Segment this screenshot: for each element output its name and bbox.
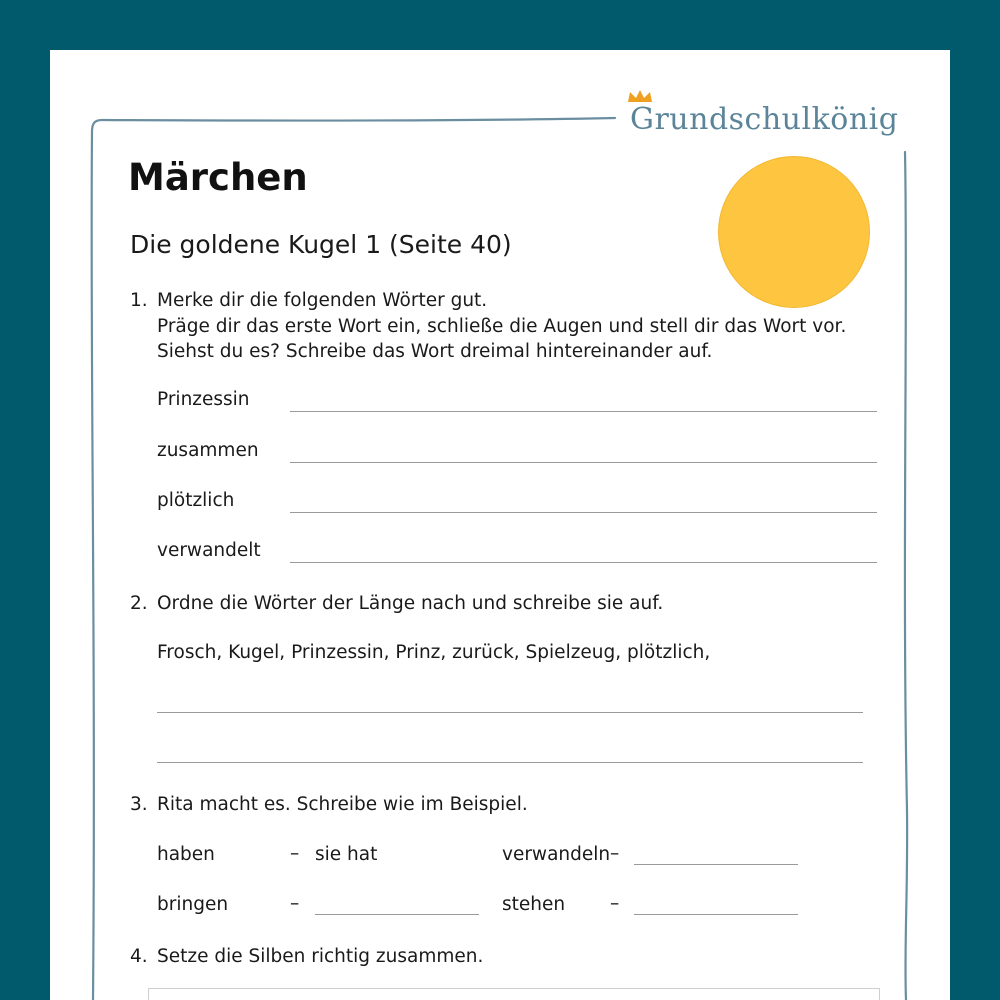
page-title: Märchen (128, 156, 308, 199)
worksheet-page (50, 50, 950, 1000)
task-3-instruction: Rita macht es. Schreibe wie im Beispiel. (157, 794, 528, 815)
writing-line[interactable] (290, 411, 877, 412)
task-number: 3. (130, 794, 148, 815)
writing-line[interactable] (290, 562, 877, 563)
dash: – (290, 843, 300, 864)
word-label: verwandelt (157, 540, 261, 561)
task-number: 4. (130, 946, 148, 967)
task-1 (130, 288, 846, 365)
word-row (157, 389, 877, 419)
page-subtitle: Die goldene Kugel 1 (Seite 40) (130, 230, 512, 259)
verb-label: stehen (502, 894, 566, 915)
word-list: Frosch, Kugel, Prinzessin, Prinz, zurück, Spielzeug, plötzlich, (157, 642, 711, 663)
writing-line[interactable] (290, 512, 877, 513)
brand-logo: Grundschulkönig (630, 102, 899, 137)
answer-line[interactable] (315, 914, 479, 915)
task-2-instruction: Ordne die Wörter der Länge nach und schreibe sie auf. (157, 593, 664, 614)
sun-illustration (718, 156, 870, 308)
word-row (157, 440, 877, 470)
task-1-line-1: Merke dir die folgenden Wörter gut. (157, 290, 488, 311)
writing-line[interactable] (157, 712, 863, 713)
word-label: zusammen (157, 440, 259, 461)
task-4-instruction: Setze die Silben richtig zusammen. (157, 946, 484, 967)
word-label: Prinzessin (157, 389, 250, 410)
dash: – (290, 893, 300, 914)
word-label: plötzlich (157, 490, 235, 511)
writing-line[interactable] (157, 762, 863, 763)
word-row (157, 540, 877, 570)
dash: – (610, 893, 620, 914)
answer-line[interactable] (634, 864, 798, 865)
task-1-line-3: Siehst du es? Schreibe das Wort dreimal hintereinander auf. (157, 341, 713, 362)
dash: – (610, 843, 620, 864)
verb-label: verwandeln (502, 844, 611, 865)
task-1-line-2: Präge dir das erste Wort ein, schließe die Augen und stell dir das Wort vor. (157, 315, 847, 337)
task-number: 1. (130, 290, 148, 311)
verb-label: haben (157, 844, 215, 865)
example-answer: sie hat (315, 844, 378, 865)
word-row (157, 490, 877, 520)
task-3 (130, 792, 528, 818)
writing-line[interactable] (290, 462, 877, 463)
syllable-box (148, 988, 880, 1000)
task-2 (130, 591, 663, 617)
verb-label: bringen (157, 894, 229, 915)
task-number: 2. (130, 593, 148, 614)
answer-line[interactable] (634, 914, 798, 915)
task-4 (130, 944, 483, 970)
